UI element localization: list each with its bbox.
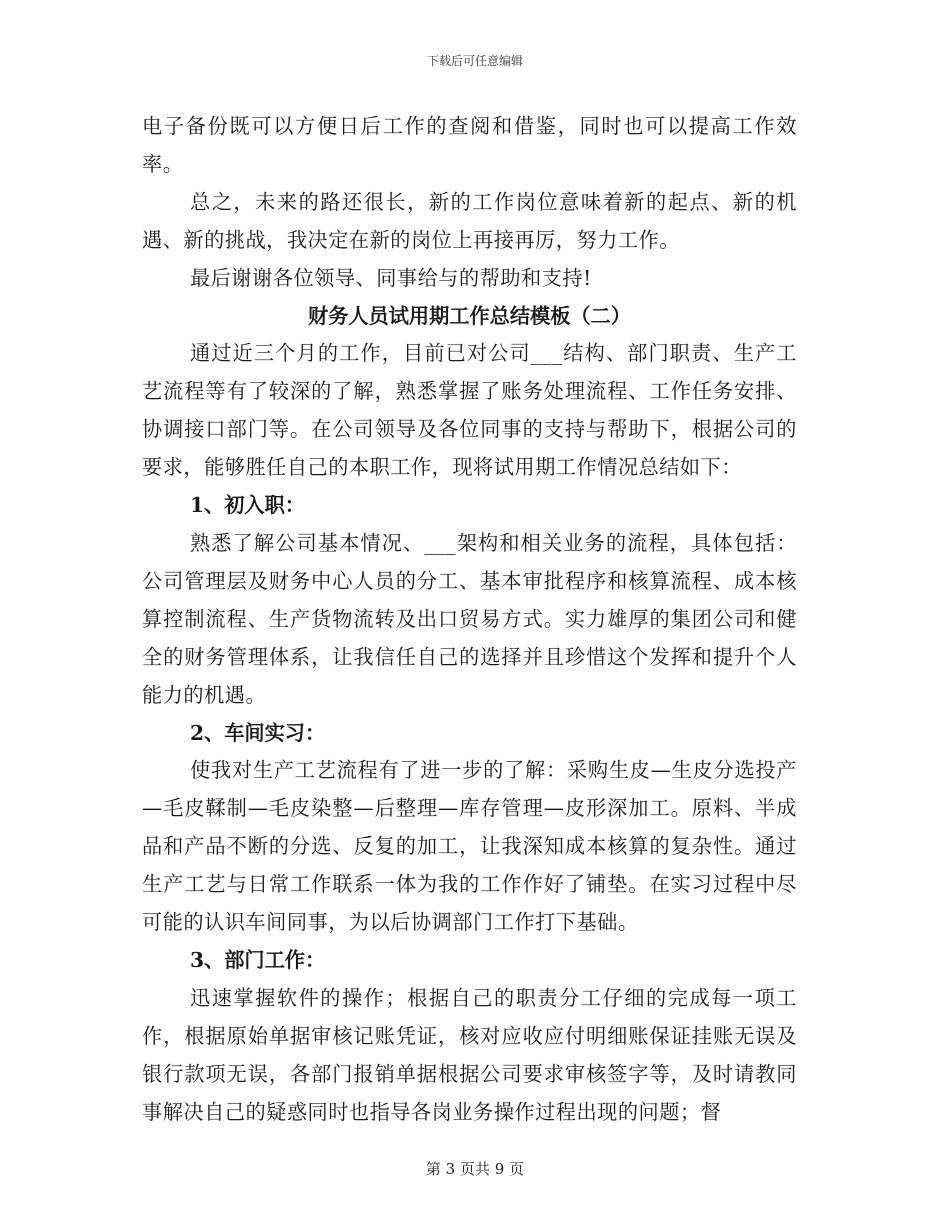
- paragraph-thanks: 最后谢谢各位领导、同事给与的帮助和支持!: [190, 265, 592, 290]
- paragraph-workshop: 使我对生产工艺流程有了进一步的了解：采购生皮—生皮分选投产—毛皮鞣制—毛皮染整—后整理—库存管理—皮形深加工。原料、半成品和产品不断的分选、反复的加工，让我深知成本核算的复杂性。通过生产工艺与日常工作联系一体为我的工作作好了铺垫。在实习过程中尽可能的认识车间同事，为以后协调部门工作打下基础。: [142, 758, 797, 935]
- paragraph-onboarding: 熟悉了解公司基本情况、___架构和相关业务的流程，具体包括：公司管理层及财务中心人员的分工、基本审批程序和核算流程、成本核算控制流程、生产货物流转及出口贸易方式。实力雄厚的集团公司和健全的财务管理体系，让我信任自己的选择并且珍惜这个发挥和提升个人能力的机遇。: [142, 530, 797, 707]
- paragraph-department: 迅速掌握软件的操作；根据自己的职责分工仔细的完成每一项工作，根据原始单据审核记账凭证，核对应收应付明细账保证挂账无误及银行款项无误，各部门报销单据根据公司要求审核签字等，及时请教同事解决自己的疑惑同时也指导各岗业务操作过程出现的问题；督: [142, 985, 797, 1124]
- paragraph-intro: 通过近三个月的工作，目前已对公司___结构、部门职责、生产工艺流程等有了较深的了解，熟悉掌握了账务处理流程、工作任务安排、协调接口部门等。在公司领导及各位同事的支持与帮助下，根据公司的要求，能够胜任自己的本职工作，现将试用期工作情况总结如下：: [142, 341, 797, 480]
- heading-workshop: 2、车间实习：: [190, 720, 326, 745]
- paragraph-backup: 电子备份既可以方便日后工作的查阅和借鉴，同时也可以提高工作效率。: [142, 114, 797, 176]
- page-footer: 第 3 页共 9 页: [425, 1160, 525, 1178]
- document-body: [142, 108, 797, 1131]
- heading-onboarding: 1、初入职：: [190, 493, 305, 518]
- section-title: 财务人员试用期工作总结模板（二）: [307, 303, 631, 328]
- heading-department: 3、部门工作：: [190, 947, 326, 972]
- paragraph-conclusion: 总之，未来的路还很长，新的工作岗位意味着新的起点、新的机遇、新的挑战，我决定在新的岗位上再接再厉，努力工作。: [142, 189, 797, 252]
- page-header: 下载后可任意编辑: [426, 54, 523, 68]
